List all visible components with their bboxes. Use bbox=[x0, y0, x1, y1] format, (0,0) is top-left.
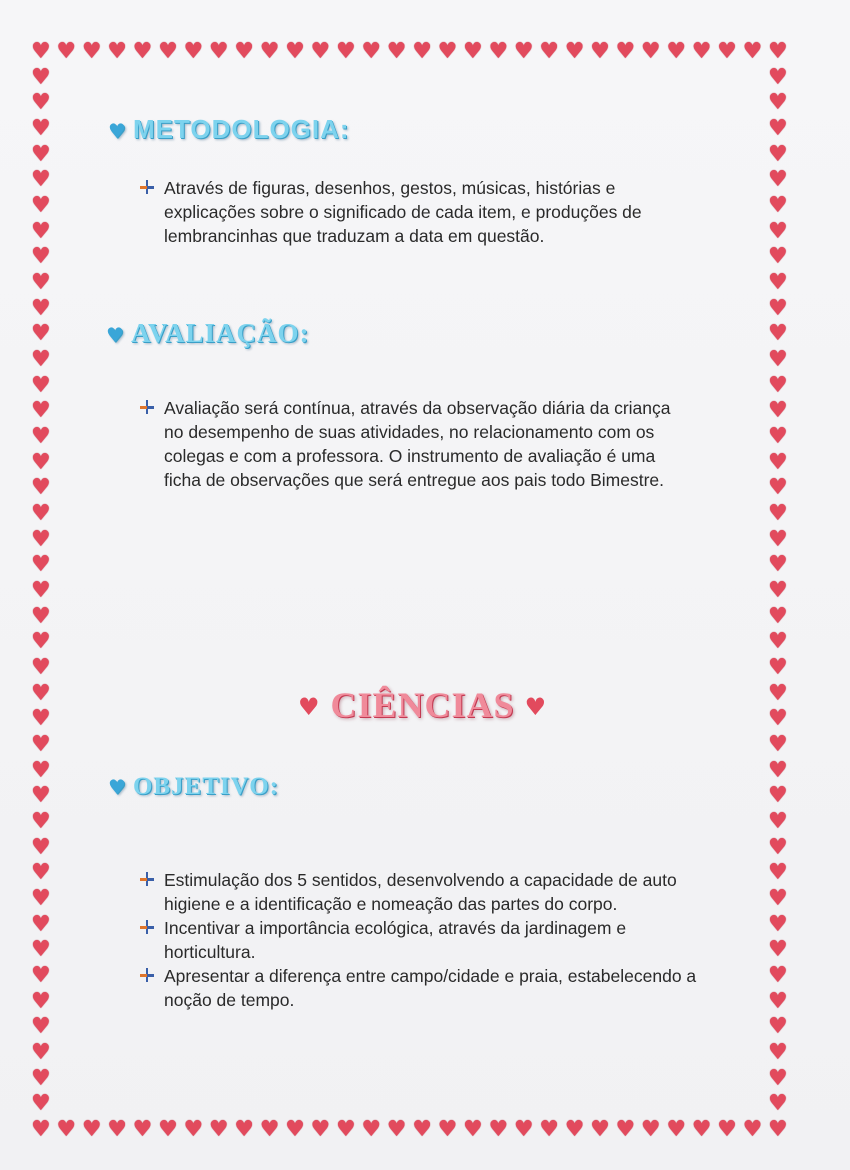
heart-icon: ♥ bbox=[56, 39, 77, 64]
heart-icon: ♥ bbox=[31, 963, 51, 988]
heart-icon: ♥ bbox=[717, 39, 737, 64]
heart-icon: ♥ bbox=[31, 64, 51, 90]
heart-icon: ♥ bbox=[31, 90, 51, 116]
heart-icon: ♥ bbox=[31, 244, 51, 270]
heart-icon: ♥ bbox=[768, 911, 788, 937]
heart-icon: ♥ bbox=[259, 39, 280, 64]
heart-icon: ♥ bbox=[361, 39, 382, 64]
heart-icon: ♥ bbox=[56, 1117, 77, 1142]
heart-icon: ♥ bbox=[488, 1117, 509, 1142]
heart-icon: ♥ bbox=[31, 552, 51, 578]
heart-icon: ♥ bbox=[31, 680, 51, 706]
heart-icon: ♥ bbox=[768, 347, 788, 372]
heart-icon: ♥ bbox=[208, 1117, 229, 1142]
heart-icon: ♥ bbox=[488, 39, 509, 64]
heart-icon: ♥ bbox=[310, 39, 331, 64]
heart-icon: ♥ bbox=[768, 732, 788, 757]
metodologia-title-text: METODOLOGIA: bbox=[132, 114, 350, 144]
list-item-text: Apresentar a diferença entre campo/cidade e praia, estabelecendo a noção de tempo. bbox=[164, 966, 697, 1010]
plus-bullet-icon bbox=[140, 400, 154, 414]
heart-icon: ♥ bbox=[768, 1040, 788, 1065]
heart-icon: ♥ bbox=[298, 693, 321, 721]
heart-icon: ♥ bbox=[768, 1117, 788, 1142]
heart-icon: ♥ bbox=[31, 372, 51, 398]
plus-bullet-icon bbox=[140, 968, 154, 982]
heart-icon: ♥ bbox=[768, 578, 788, 603]
heart-icon: ♥ bbox=[768, 860, 788, 886]
heart-icon: ♥ bbox=[768, 706, 788, 732]
heart-icon: ♥ bbox=[768, 218, 788, 244]
heart-icon: ♥ bbox=[640, 1117, 661, 1142]
heart-bullet-icon: ♥ bbox=[108, 775, 127, 799]
heart-icon: ♥ bbox=[31, 988, 51, 1014]
heart-icon: ♥ bbox=[463, 39, 483, 64]
heart-icon: ♥ bbox=[768, 834, 788, 860]
heart-icon: ♥ bbox=[768, 886, 788, 911]
list-item bbox=[138, 916, 703, 964]
heart-icon: ♥ bbox=[615, 1117, 636, 1142]
heart-icon: ♥ bbox=[768, 526, 788, 552]
heart-icon: ♥ bbox=[768, 475, 788, 501]
plus-bullet-icon bbox=[140, 180, 154, 194]
heart-icon: ♥ bbox=[31, 295, 51, 321]
heart-icon: ♥ bbox=[81, 39, 102, 64]
heart-icon: ♥ bbox=[742, 39, 763, 64]
heart-icon: ♥ bbox=[31, 809, 51, 834]
heart-icon: ♥ bbox=[768, 809, 788, 834]
heart-icon: ♥ bbox=[437, 39, 458, 64]
heart-icon: ♥ bbox=[81, 1117, 102, 1142]
heart-icon: ♥ bbox=[768, 90, 788, 116]
heart-icon: ♥ bbox=[234, 39, 255, 64]
ciencias-title bbox=[298, 684, 547, 726]
heart-icon: ♥ bbox=[768, 321, 788, 347]
heart-icon: ♥ bbox=[768, 116, 788, 141]
heart-icon: ♥ bbox=[31, 834, 51, 860]
heart-icon: ♥ bbox=[361, 1117, 382, 1142]
heart-icon: ♥ bbox=[31, 860, 51, 886]
heart-icon: ♥ bbox=[768, 1091, 788, 1117]
avaliacao-title-text: AVALIAÇÃO: bbox=[130, 318, 310, 348]
list-item-text: Avaliação será contínua, através da observação diária da criança no desempenho de suas atividades, no relacionamento com os colegas e com a professora. O instrumento de avaliação é uma ficha de observações que será entregue aos pais todo Bimestre. bbox=[164, 398, 671, 490]
heart-icon: ♥ bbox=[31, 629, 51, 655]
heart-icon: ♥ bbox=[615, 39, 636, 64]
heart-icon: ♥ bbox=[31, 1065, 51, 1091]
heart-icon: ♥ bbox=[31, 578, 51, 603]
heart-icon: ♥ bbox=[31, 218, 51, 244]
heart-icon: ♥ bbox=[539, 1117, 559, 1142]
heart-icon: ♥ bbox=[768, 64, 788, 90]
heart-icon: ♥ bbox=[564, 1117, 585, 1142]
heart-icon: ♥ bbox=[768, 501, 788, 526]
heart-icon: ♥ bbox=[107, 1117, 127, 1142]
heart-icon: ♥ bbox=[768, 757, 788, 783]
list-item-text: Incentivar a importância ecológica, através da jardinagem e horticultura. bbox=[164, 918, 627, 962]
heart-icon: ♥ bbox=[132, 1117, 153, 1142]
heart-icon: ♥ bbox=[768, 39, 788, 64]
list-item bbox=[138, 964, 703, 1012]
list-item bbox=[138, 176, 698, 248]
objetivo-title-text: OBJETIVO: bbox=[132, 773, 279, 800]
heart-icon: ♥ bbox=[310, 1117, 331, 1142]
heart-icon: ♥ bbox=[717, 1117, 737, 1142]
plus-bullet-icon bbox=[140, 920, 154, 934]
heart-icon: ♥ bbox=[285, 39, 305, 64]
heart-icon: ♥ bbox=[513, 1117, 534, 1142]
objetivo-list bbox=[138, 868, 703, 1012]
heart-icon: ♥ bbox=[666, 1117, 687, 1142]
heart-icon: ♥ bbox=[183, 1117, 204, 1142]
heart-icon: ♥ bbox=[386, 39, 407, 64]
plus-bullet-icon bbox=[140, 872, 154, 886]
heart-icon: ♥ bbox=[285, 1117, 305, 1142]
heart-icon: ♥ bbox=[31, 398, 51, 424]
heart-icon: ♥ bbox=[768, 424, 788, 449]
heart-icon: ♥ bbox=[31, 1091, 51, 1117]
heart-icon: ♥ bbox=[437, 1117, 458, 1142]
heart-icon: ♥ bbox=[31, 706, 51, 732]
heart-bullet-icon: ♥ bbox=[106, 323, 125, 347]
heart-icon: ♥ bbox=[691, 1117, 712, 1142]
heart-icon: ♥ bbox=[768, 372, 788, 398]
heart-icon: ♥ bbox=[666, 39, 687, 64]
heart-icon: ♥ bbox=[31, 167, 51, 193]
heart-icon: ♥ bbox=[31, 783, 51, 809]
heart-icon: ♥ bbox=[31, 886, 51, 911]
heart-icon: ♥ bbox=[31, 321, 51, 347]
heart-icon: ♥ bbox=[768, 988, 788, 1014]
list-item-text: Estimulação dos 5 sentidos, desenvolvendo a capacidade de auto higiene e a identificação e nomeação das partes do corpo. bbox=[164, 870, 677, 914]
heart-icon: ♥ bbox=[31, 1117, 51, 1142]
heart-icon: ♥ bbox=[31, 526, 51, 552]
heart-icon: ♥ bbox=[768, 937, 788, 963]
heart-icon: ♥ bbox=[768, 1014, 788, 1040]
list-item bbox=[138, 868, 703, 916]
heart-icon: ♥ bbox=[31, 475, 51, 501]
heart-icon: ♥ bbox=[691, 39, 712, 64]
metodologia-list bbox=[138, 176, 698, 248]
heart-icon: ♥ bbox=[539, 39, 559, 64]
heart-icon: ♥ bbox=[768, 398, 788, 424]
heart-icon: ♥ bbox=[335, 39, 356, 64]
heart-icon: ♥ bbox=[513, 39, 534, 64]
heart-icon: ♥ bbox=[412, 39, 432, 64]
heart-icon: ♥ bbox=[31, 911, 51, 937]
heart-icon: ♥ bbox=[208, 39, 229, 64]
heart-icon: ♥ bbox=[463, 1117, 483, 1142]
heart-icon: ♥ bbox=[640, 39, 661, 64]
ciencias-title-text: CIÊNCIAS bbox=[330, 685, 515, 725]
metodologia-title bbox=[108, 114, 350, 145]
heart-icon: ♥ bbox=[31, 39, 51, 64]
heart-bullet-icon: ♥ bbox=[108, 119, 127, 143]
heart-icon: ♥ bbox=[31, 116, 51, 141]
heart-icon: ♥ bbox=[259, 1117, 280, 1142]
list-item bbox=[138, 396, 678, 492]
heart-icon: ♥ bbox=[31, 1040, 51, 1065]
heart-icon: ♥ bbox=[31, 347, 51, 372]
heart-icon: ♥ bbox=[234, 1117, 255, 1142]
heart-icon: ♥ bbox=[768, 193, 788, 218]
heart-icon: ♥ bbox=[386, 1117, 407, 1142]
heart-icon: ♥ bbox=[31, 501, 51, 526]
heart-icon: ♥ bbox=[31, 270, 51, 295]
heart-icon: ♥ bbox=[768, 963, 788, 988]
heart-icon: ♥ bbox=[768, 783, 788, 809]
heart-icon: ♥ bbox=[590, 39, 610, 64]
heart-icon: ♥ bbox=[132, 39, 153, 64]
avaliacao-list bbox=[138, 396, 678, 492]
heart-icon: ♥ bbox=[564, 39, 585, 64]
heart-icon: ♥ bbox=[768, 295, 788, 321]
heart-icon: ♥ bbox=[31, 193, 51, 218]
heart-icon: ♥ bbox=[31, 141, 51, 167]
heart-icon: ♥ bbox=[31, 603, 51, 629]
heart-icon: ♥ bbox=[412, 1117, 432, 1142]
heart-icon: ♥ bbox=[524, 693, 548, 721]
heart-icon: ♥ bbox=[31, 1014, 51, 1040]
avaliacao-title bbox=[106, 318, 309, 349]
heart-icon: ♥ bbox=[768, 167, 788, 193]
list-item-text: Através de figuras, desenhos, gestos, músicas, histórias e explicações sobre o significado de cada item, e produções de lembrancinhas que traduzam a data em questão. bbox=[164, 178, 642, 246]
heart-icon: ♥ bbox=[742, 1117, 763, 1142]
heart-icon: ♥ bbox=[768, 1065, 788, 1091]
objetivo-title bbox=[108, 773, 279, 801]
heart-icon: ♥ bbox=[590, 1117, 610, 1142]
heart-icon: ♥ bbox=[107, 39, 127, 64]
heart-icon: ♥ bbox=[768, 680, 788, 706]
heart-icon: ♥ bbox=[31, 937, 51, 963]
heart-icon: ♥ bbox=[158, 1117, 178, 1142]
heart-icon: ♥ bbox=[768, 655, 788, 680]
heart-icon: ♥ bbox=[768, 244, 788, 270]
heart-icon: ♥ bbox=[31, 757, 51, 783]
heart-icon: ♥ bbox=[335, 1117, 356, 1142]
heart-icon: ♥ bbox=[768, 449, 788, 475]
heart-icon: ♥ bbox=[31, 655, 51, 680]
heart-icon: ♥ bbox=[158, 39, 178, 64]
heart-icon: ♥ bbox=[768, 270, 788, 295]
heart-icon: ♥ bbox=[31, 732, 51, 757]
heart-icon: ♥ bbox=[768, 603, 788, 629]
heart-icon: ♥ bbox=[31, 424, 51, 449]
heart-icon: ♥ bbox=[768, 552, 788, 578]
heart-icon: ♥ bbox=[768, 141, 788, 167]
heart-icon: ♥ bbox=[183, 39, 204, 64]
heart-icon: ♥ bbox=[768, 629, 788, 655]
heart-icon: ♥ bbox=[31, 449, 51, 475]
